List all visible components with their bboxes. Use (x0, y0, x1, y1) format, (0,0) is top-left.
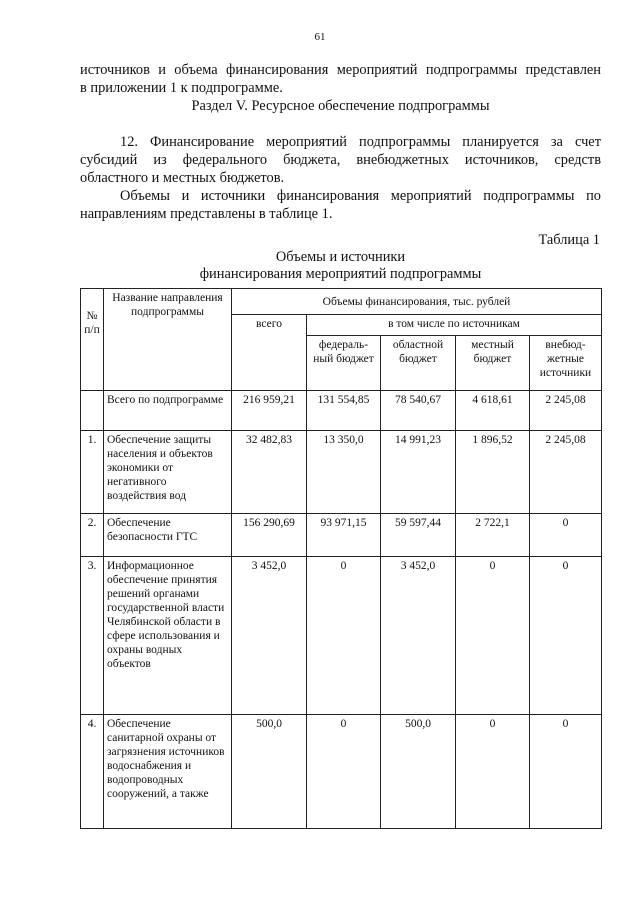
row-extra: 0 (530, 715, 602, 829)
section-title: Раздел V. Ресурсное обеспечение подпрограммы (191, 98, 490, 114)
row-regional: 78 540,67 (381, 391, 456, 431)
row-total: 32 482,83 (232, 431, 307, 514)
header-name: Название направления подпрограммы (104, 289, 232, 391)
row-regional: 59 597,44 (381, 514, 456, 557)
row-num: 2. (81, 514, 104, 557)
table-row (81, 514, 602, 557)
header-extra: внебюд-жетные источники (530, 336, 602, 391)
intro-line-2: в приложении 1 к подпрограмме. (80, 80, 283, 96)
table-title-line-2: финансирования мероприятий подпрограммы (199, 266, 482, 282)
paragraph-volumes-line-1: Объемы и источники финансирования мероприятий подпрограммы по (120, 188, 601, 204)
table-row (81, 715, 602, 829)
row-federal: 0 (307, 557, 381, 715)
row-regional: 3 452,0 (381, 557, 456, 715)
row-name: Обеспечение санитарной охраны от загрязнения источников водоснабжения и водопроводных сооружений, а также (104, 715, 232, 829)
header-volumes: Объемы финансирования, тыс. рублей (232, 289, 602, 315)
financing-table (80, 288, 602, 829)
row-name: Обеспечение защиты населения и объектов экономики от негативного воздействия вод (104, 431, 232, 514)
paragraph-12-line-2: субсидий из федерального бюджета, внебюджетных источников, средств (80, 152, 601, 168)
row-total: 3 452,0 (232, 557, 307, 715)
header-num: № п/п (81, 289, 104, 391)
row-federal: 131 554,85 (307, 391, 381, 431)
row-name: Обеспечение безопасности ГТС (104, 514, 232, 557)
row-total: 156 290,69 (232, 514, 307, 557)
row-extra: 2 245,08 (530, 391, 602, 431)
row-regional: 500,0 (381, 715, 456, 829)
table-label: Таблица 1 (538, 232, 600, 248)
header-federal: федераль-ный бюджет (307, 336, 381, 391)
row-federal: 0 (307, 715, 381, 829)
row-num: 4. (81, 715, 104, 829)
row-local: 0 (456, 715, 530, 829)
paragraph-12-line-1: 12. Финансирование мероприятий подпрограммы планируется за счет (120, 134, 601, 150)
table-row (81, 431, 602, 514)
header-by-sources: в том числе по источникам (307, 315, 602, 336)
row-regional: 14 991,23 (381, 431, 456, 514)
row-total: 216 959,21 (232, 391, 307, 431)
row-total: 500,0 (232, 715, 307, 829)
header-total: всего (232, 315, 307, 391)
row-federal: 93 971,15 (307, 514, 381, 557)
table-row (81, 391, 602, 431)
row-extra: 0 (530, 514, 602, 557)
row-extra: 2 245,08 (530, 431, 602, 514)
paragraph-12-line-3: областного и местных бюджетов. (80, 170, 285, 186)
row-local: 0 (456, 557, 530, 715)
row-local: 1 896,52 (456, 431, 530, 514)
header-regional: областной бюджет (381, 336, 456, 391)
table-title-line-1: Объемы и источники (275, 249, 406, 265)
row-num (81, 391, 104, 431)
intro-line-1: источников и объема финансирования мероприятий подпрограммы представлен (80, 62, 601, 78)
header-local: местный бюджет (456, 336, 530, 391)
row-local: 2 722,1 (456, 514, 530, 557)
page-number: 61 (314, 31, 326, 43)
row-extra: 0 (530, 557, 602, 715)
row-local: 4 618,61 (456, 391, 530, 431)
row-name: Информационное обеспечение принятия решений органами государственной власти Челябинской области в сфере использования и охраны водных объектов (104, 557, 232, 715)
row-federal: 13 350,0 (307, 431, 381, 514)
paragraph-volumes-line-2: направлениям представлены в таблице 1. (80, 206, 333, 222)
row-num: 3. (81, 557, 104, 715)
table-row (81, 557, 602, 715)
row-name: Всего по подпрограмме (104, 391, 232, 431)
row-num: 1. (81, 431, 104, 514)
